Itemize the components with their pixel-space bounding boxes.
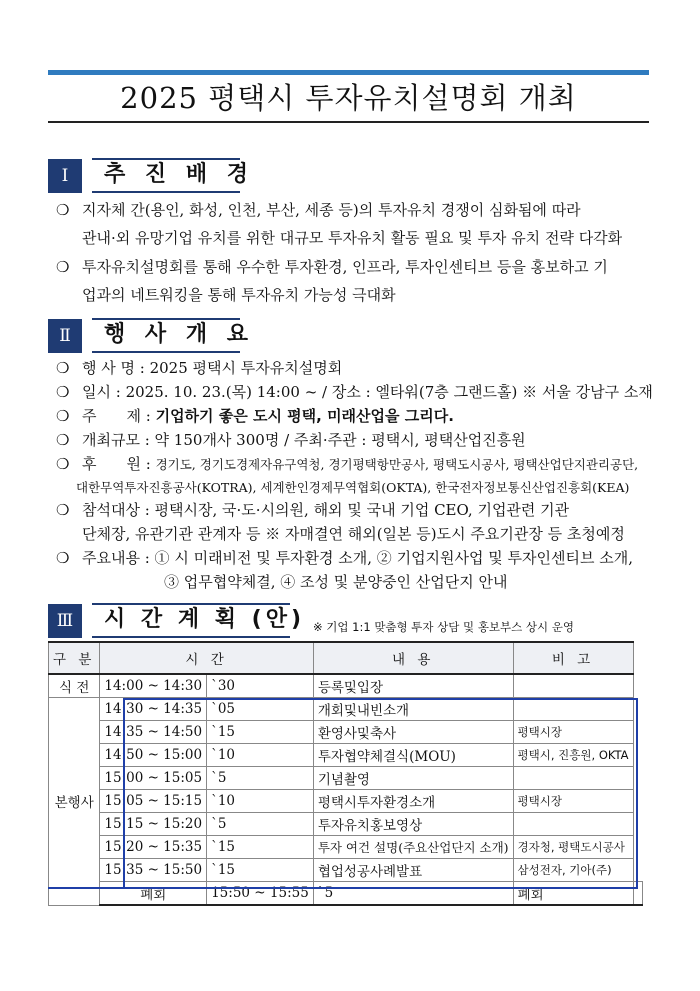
duration-cell: `10 bbox=[207, 790, 314, 813]
table-row bbox=[49, 836, 643, 859]
time-cell: 15:35 ~ 15:50 bbox=[100, 859, 207, 882]
time-cell: 15:00 ~ 15:05 bbox=[100, 767, 207, 790]
remark-cell bbox=[633, 882, 642, 906]
header-remark: 비 고 bbox=[513, 642, 633, 674]
duration-cell: `05 bbox=[207, 698, 314, 721]
remark-cell: 삼성전자, 기아(주) bbox=[513, 859, 633, 882]
section-3-rule-top bbox=[92, 603, 290, 605]
title-top-bar bbox=[48, 70, 649, 75]
section-3-number: Ⅲ bbox=[48, 604, 82, 638]
time-cell: 15:20 ~ 15:35 bbox=[100, 836, 207, 859]
remark-cell bbox=[513, 813, 633, 836]
schedule-note: ※ 기업 1:1 맞춤형 투자 상담 및 홍보부스 상시 운영 bbox=[313, 620, 575, 634]
section-1-rule-top bbox=[92, 158, 240, 160]
time-cell: 14:35 ~ 14:50 bbox=[100, 721, 207, 744]
time-cell: 14:50 ~ 15:00 bbox=[100, 744, 207, 767]
section-3-title: 시 간 계 획 (안) bbox=[104, 607, 306, 632]
section-1-number: Ⅰ bbox=[48, 159, 82, 193]
main-event-highlight-bar bbox=[48, 887, 125, 889]
duration-cell: `5 bbox=[207, 767, 314, 790]
header-time: 시 간 bbox=[100, 642, 313, 674]
table-row bbox=[49, 744, 643, 767]
document-title: 2025 평택시 투자유치설명회 개최 bbox=[120, 81, 577, 115]
remark-cell: 평택시장 bbox=[513, 790, 633, 813]
category-cell: 폐회 bbox=[100, 882, 207, 906]
schedule-table bbox=[48, 641, 643, 906]
content-cell: 투자유치홍보영상 bbox=[313, 813, 513, 836]
overview-sponsor: ❍ 후 원 : 경기도, 경기도경제자유구역청, 경기평택항만공사, 평택도시공사, 평택산업단지관리공단, bbox=[56, 455, 639, 473]
table-row bbox=[49, 790, 643, 813]
content-cell: 등록및입장 bbox=[313, 674, 513, 698]
table-row bbox=[49, 813, 643, 836]
time-cell: 15:15 ~ 15:20 bbox=[100, 813, 207, 836]
duration-cell: `5 bbox=[313, 882, 513, 906]
table-row bbox=[49, 698, 643, 721]
overview-content: ❍ 주요내용 : ① 시 미래비전 및 투자환경 소개, ② 기업지원사업 및 투자인센티브 소개, bbox=[56, 549, 633, 567]
overview-target: ❍ 참석대상 : 평택시장, 국·도·시의원, 해외 및 국내 기업 CEO, 기업관련 기관 bbox=[56, 501, 570, 519]
section-2-number: Ⅱ bbox=[48, 319, 82, 353]
table-header-row bbox=[49, 642, 643, 674]
table-row bbox=[49, 882, 643, 906]
background-bullet-2-cont: 업과의 네트워킹을 통해 투자유치 가능성 극대화 bbox=[82, 286, 396, 304]
table-row bbox=[49, 721, 643, 744]
background-bullet-1-cont: 관내·외 유망기업 유치를 위한 대규모 투자유치 활동 필요 및 투자 유치 전략 다각화 bbox=[82, 229, 623, 247]
duration-cell: `15 bbox=[207, 721, 314, 744]
time-cell: 15:50 ~ 15:55 bbox=[207, 882, 314, 906]
overview-theme: ❍ 주 제 : 기업하기 좋은 도시 평택, 미래산업을 그리다. bbox=[56, 407, 454, 425]
overview-name: ❍ 행 사 명 : 2025 평택시 투자유치설명회 bbox=[56, 359, 343, 377]
section-2-rule-bottom bbox=[92, 351, 240, 353]
table-row bbox=[49, 767, 643, 790]
duration-cell: `30 bbox=[207, 674, 314, 698]
section-2-rule-top bbox=[92, 318, 240, 320]
category-cell: 식 전 bbox=[49, 674, 100, 698]
duration-cell: `5 bbox=[207, 813, 314, 836]
content-cell: 개회및내빈소개 bbox=[313, 698, 513, 721]
time-cell: 14:00 ~ 14:30 bbox=[100, 674, 207, 698]
background-bullet-1: ❍ 지자체 간(용인, 화성, 인천, 부산, 세종 등)의 투자유치 경쟁이 심화됨에 따라 bbox=[56, 201, 581, 219]
section-1-title: 추 진 배 경 bbox=[104, 162, 254, 187]
overview-scale: ❍ 개최규모 : 약 150개사 300명 / 주최·주관 : 평택시, 평택산업진흥원 bbox=[56, 431, 526, 449]
section-1-rule-bottom bbox=[92, 191, 240, 193]
header-category: 구 분 bbox=[49, 642, 100, 674]
content-cell: 평택시투자환경소개 bbox=[313, 790, 513, 813]
remark-cell bbox=[513, 767, 633, 790]
duration-cell: `15 bbox=[207, 859, 314, 882]
content-cell: 기념촬영 bbox=[313, 767, 513, 790]
section-2-title: 행 사 개 요 bbox=[104, 322, 254, 347]
overview-target-cont: 단체장, 유관기관 관계자 등 ※ 자매결연 해외(일본 등)도시 주요기관장 등 초청예정 bbox=[82, 525, 625, 543]
content-cell: 투자협약체결식(MOU) bbox=[313, 744, 513, 767]
overview-sponsor-cont: 대한무역투자진흥공사(KOTRA), 세계한인경제무역협회(OKTA), 한국전자정보통신산업진흥회(KEA) bbox=[76, 480, 630, 495]
table-row bbox=[49, 674, 643, 698]
overview-datetime: ❍ 일시 : 2025. 10. 23.(목) 14:00 ~ / 장소 : 엘타워(7층 그랜드홀) ※ 서울 강남구 소재 bbox=[56, 383, 653, 401]
overview-content-cont: ③ 업무협약체결, ④ 조성 및 분양중인 산업단지 안내 bbox=[164, 573, 508, 591]
duration-cell: `10 bbox=[207, 744, 314, 767]
remark-cell: 평택시, 진흥원, OKTA bbox=[513, 744, 633, 767]
time-cell: 14:30 ~ 14:35 bbox=[100, 698, 207, 721]
remark-cell bbox=[513, 674, 633, 698]
remark-cell: 평택시장 bbox=[513, 721, 633, 744]
content-cell: 투자 여건 설명(주요산업단지 소개) bbox=[313, 836, 513, 859]
table-row bbox=[49, 859, 643, 882]
content-cell: 폐회 bbox=[513, 882, 633, 906]
remark-cell: 경자청, 평택도시공사 bbox=[513, 836, 633, 859]
remark-cell bbox=[513, 698, 633, 721]
category-cell: 본행사 bbox=[49, 698, 100, 906]
content-cell: 협업성공사례발표 bbox=[313, 859, 513, 882]
header-content: 내 용 bbox=[313, 642, 513, 674]
time-cell: 15:05 ~ 15:15 bbox=[100, 790, 207, 813]
duration-cell: `15 bbox=[207, 836, 314, 859]
title-underline bbox=[48, 121, 649, 123]
background-bullet-2: ❍ 투자유치설명회를 통해 우수한 투자환경, 인프라, 투자인센티브 등을 홍보하고 기 bbox=[56, 258, 608, 276]
content-cell: 환영사및축사 bbox=[313, 721, 513, 744]
section-3-rule-bottom bbox=[92, 636, 290, 638]
